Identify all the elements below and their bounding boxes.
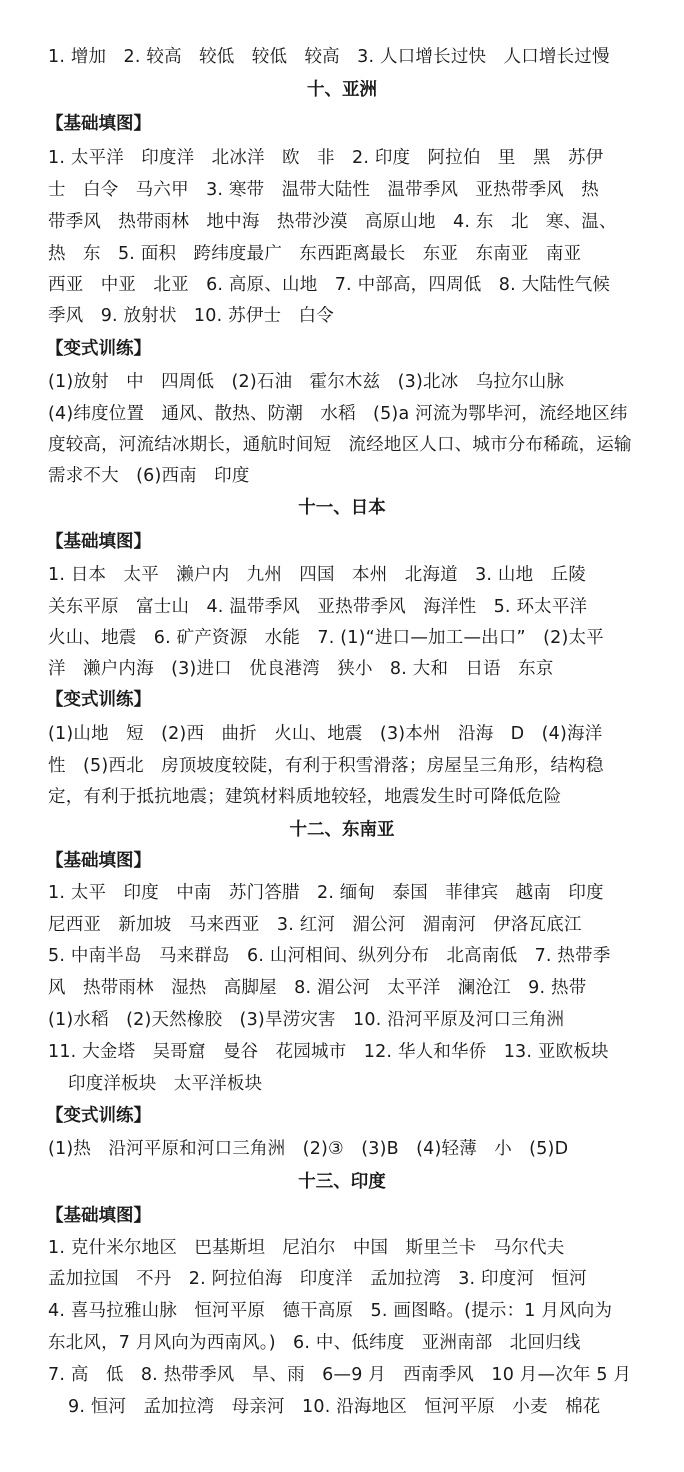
text-line: 4. 喜马拉雅山脉 恒河平原 德干高原 5. 画图略。(提示：1 月风向为 [48, 1301, 613, 1321]
section-title-japan: 十一、日本 [298, 498, 386, 518]
text-line: 风 热带雨林 湿热 高脚屋 8. 湄公河 太平洋 澜沧江 9. 热带 [48, 978, 587, 998]
text-line: 洋 濑户内海 (3)进口 优良港湾 狭小 8. 大和 日语 东京 [48, 659, 554, 679]
text-line: (4)纬度位置 通风、散热、防潮 水稻 (5)a 河流为鄂毕河，流经地区纬 [48, 404, 628, 424]
text-line: 1. 克什米尔地区 巴基斯坦 尼泊尔 中国 斯里兰卡 马尔代夫 [48, 1238, 565, 1258]
subsection-header: 【基础填图】 [46, 532, 151, 552]
text-line: 尼西亚 新加坡 马来西亚 3. 红河 湄公河 湄南河 伊洛瓦底江 [48, 915, 582, 935]
subsection-header: 【变式训练】 [46, 339, 151, 359]
text-line: 季风 9. 放射状 10. 苏伊士 白令 [48, 306, 334, 326]
text-line: 11. 大金塔 吴哥窟 曼谷 花园城市 12. 华人和华侨 13. 亚欧板块 [48, 1042, 609, 1062]
text-line: 孟加拉国 不丹 2. 阿拉伯海 印度洋 孟加拉湾 3. 印度河 恒河 [48, 1269, 587, 1289]
text-line: (1)山地 短 (2)西 曲折 火山、地震 (3)本州 沿海 D (4)海洋 [48, 724, 603, 744]
text-line: (1)水稻 (2)天然橡胶 (3)旱涝灾害 10. 沿河平原及河口三角洲 [48, 1010, 565, 1030]
text-line: 1. 增加 2. 较高 较低 较低 较高 3. 人口增长过快 人口增长过慢 [48, 47, 610, 67]
text-line: 5. 中南半岛 马来群岛 6. 山河相间、纵列分布 北高南低 7. 热带季 [48, 946, 611, 966]
text-line: 度较高，河流结冰期长，通航时间短 流经地区人口、城市分布稀疏，运输 [48, 435, 632, 455]
text-line: 东北风，7 月风向为西南风。) 6. 中、低纬度 亚洲南部 北回归线 [48, 1333, 581, 1353]
text-line: 1. 太平 印度 中南 苏门答腊 2. 缅甸 泰国 菲律宾 越南 印度 [48, 883, 604, 903]
subsection-header: 【变式训练】 [46, 1106, 151, 1126]
text-line: (1)放射 中 四周低 (2)石油 霍尔木兹 (3)北冰 乌拉尔山脉 [48, 372, 565, 392]
subsection-header: 【变式训练】 [46, 690, 151, 710]
subsection-header: 【基础填图】 [46, 114, 151, 134]
text-line: 关东平原 富士山 4. 温带季风 亚热带季风 海洋性 5. 环太平洋 [48, 597, 588, 617]
text-line: 热 东 5. 面积 跨纬度最广 东西距离最长 东亚 东南亚 南亚 [48, 244, 582, 264]
text-line: 1. 太平洋 印度洋 北冰洋 欧 非 2. 印度 阿拉伯 里 黑 苏伊 [48, 148, 604, 168]
text-line: 士 白令 马六甲 3. 寒带 温带大陆性 温带季风 亚热带季风 热 [48, 180, 599, 200]
subsection-header: 【基础填图】 [46, 851, 151, 871]
text-line: 性 (5)西北 房顶坡度较陡，有利于积雪滑落；房屋呈三角形，结构稳 [48, 756, 604, 776]
text-line: (1)热 沿河平原和河口三角洲 (2)③ (3)B (4)轻薄 小 (5)D [48, 1139, 569, 1159]
subsection-header: 【基础填图】 [46, 1206, 151, 1226]
text-line: 火山、地震 6. 矿产资源 水能 7. (1)“进口—加工—出口” (2)太平 [48, 628, 604, 648]
text-line: 定，有利于抵抗地震；建筑材料质地较轻，地震发生时可降低危险 [48, 787, 562, 807]
section-title-india: 十三、印度 [298, 1172, 386, 1192]
text-line: 需求不大 (6)西南 印度 [48, 466, 250, 486]
text-line: 西亚 中亚 北亚 6. 高原、山地 7. 中部高，四周低 8. 大陆性气候 [48, 275, 611, 295]
text-line: 7. 高 低 8. 热带季风 旱、雨 6—9 月 西南季风 10 月—次年 5 月 [48, 1365, 632, 1385]
text-line: 9. 恒河 孟加拉湾 母亲河 10. 沿海地区 恒河平原 小麦 棉花 [68, 1397, 601, 1417]
text-line: 带季风 热带雨林 地中海 热带沙漠 高原山地 4. 东 北 寒、温、 [48, 212, 617, 232]
section-title-asia: 十、亚洲 [307, 80, 377, 100]
text-line: 1. 日本 太平 濑户内 九州 四国 本州 北海道 3. 山地 丘陵 [48, 565, 587, 585]
text-line: 印度洋板块 太平洋板块 [68, 1074, 263, 1094]
section-title-southeast-asia: 十二、东南亚 [289, 820, 395, 840]
